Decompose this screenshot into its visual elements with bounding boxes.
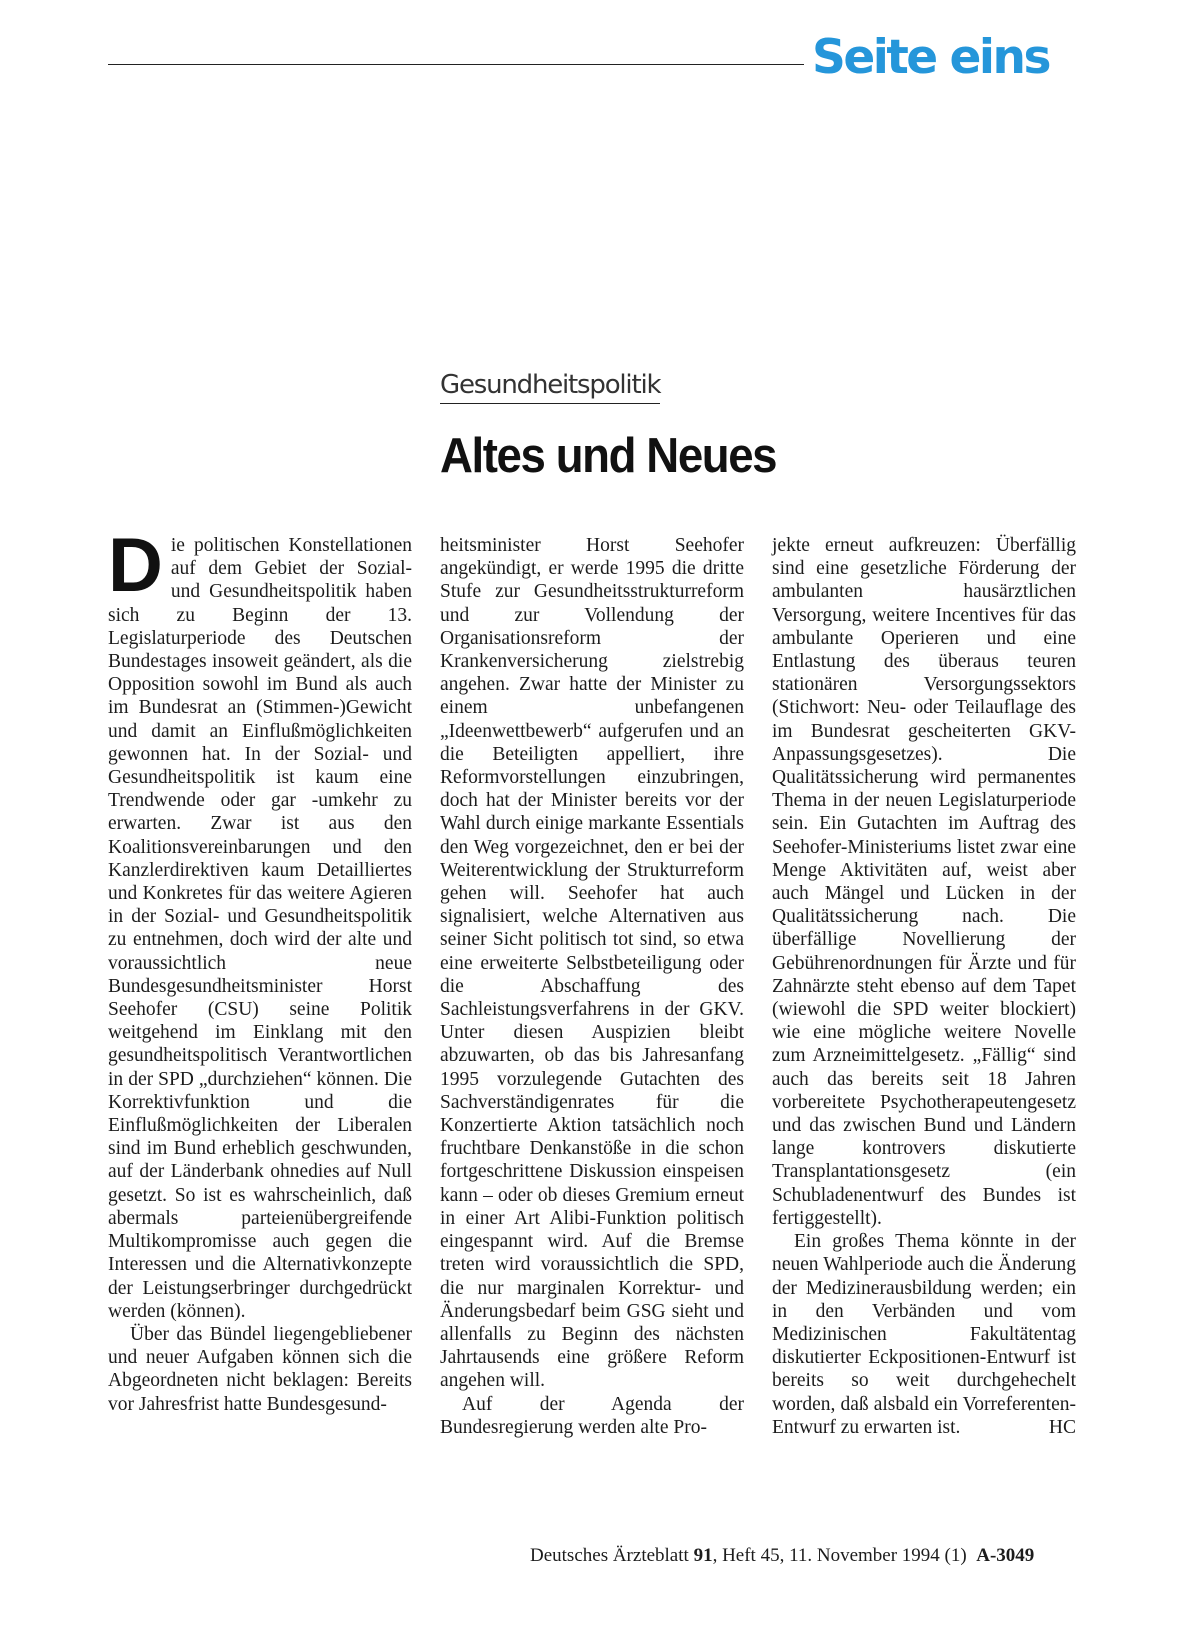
article-kicker: Gesundheitspolitik	[440, 370, 660, 404]
article-column-1	[108, 523, 412, 1416]
article-column-2	[440, 534, 744, 1439]
column-1-paragraph-1	[108, 523, 412, 1323]
column-3-paragraph-2	[772, 1230, 1076, 1439]
drop-cap: D	[108, 523, 163, 608]
section-label: Seite eins	[812, 30, 1049, 85]
article-headline: Altes und Neues	[440, 429, 777, 483]
column-1-paragraph-2: Über das Bündel liegengebliebener und neuer Aufgaben können sich die Abgeordneten nicht beklagen: Bereits vor Jahresfrist hatte Bundesgesund-	[108, 1323, 412, 1415]
column-3-paragraph-1: jekte erneut aufkreuzen: Überfällig sind eine gesetzliche Förderung der ambulanten hausärztlichen Versorgung, weitere Incentives für das ambulante Operieren und eine Entlastung des überaus teuren stationären Versorgungssektors (Stichwort: Neu- oder Teilauflage des im Bundesrat gescheiterten GKV-Anpassungsgesetzes). Die Qualitätssicherung wird permanentes Thema in der neuen Legislaturperiode sein. Ein Gutachten im Auftrag des Seehofer-Ministeriums listet zwar eine Menge Aktivitäten auf, weist aber auch Mängel und Lücken in der Qualitätssicherung nach. Die überfällige Novellierung der Gebührenordnungen für Ärzte und für Zahnärzte steht ebenso auf dem Tapet (wiewohl die SPD weiter blockiert) wie eine mögliche weitere Novelle zum Arzneimittelgesetz. „Fällig“ sind auch das bereits seit 18 Jahren vorbereitete Psychotherapeutengesetz und das zwischen Bund und Ländern lange kontrovers diskutierte Transplantationsgesetz (ein Schubladenentwurf des Bundes ist fertiggestellt).	[772, 535, 1076, 1229]
column-2-paragraph-1: heitsminister Horst Seehofer angekündigt, er werde 1995 die dritte Stufe zur Gesundheitsstrukturreform und zur Vollendung der Organisationsreform der Krankenversicherung zielstrebig angehen. Zwar hatte der Minister zu einem unbefangenen „Ideenwettbewerb“ aufgerufen und an die Beteiligten appelliert, ihre Reformvorstellungen einzubringen, doch hat der Minister bereits vor der Wahl durch einige markante Essentials den Weg vorgezeichnet, den er bei der Weiterentwicklung der Strukturreform gehen will. Seehofer hat auch signalisiert, welche Alternativen aus seiner Sicht politisch tot sind, so etwa eine erweiterte Selbstbeteiligung oder die Abschaffung des Sachleistungsverfahrens in der GKV. Unter diesen Auspizien bleibt abzuwarten, ob das bis Jahresanfang 1995 vorzulegende Gutachten des Sachverständigenrates für die Konzertierte Aktion tatsächlich noch fruchtbare Denkanstöße in die schon fortgeschrittene Diskussion einspeisen kann – oder ob dieses Gremium erneut in einer Art Alibi-Funktion politisch eingespannt wird. Auf die Bremse treten wird voraussichtlich die SPD, die nur marginalen Korrektur- und Änderungsbedarf beim GSG sieht und allenfalls zu Beginn des nächsten Jahrtausends eine größere Reform angehen will.	[440, 535, 744, 1392]
column-1-paragraph-1-text: ie politischen Konstellationen auf dem Gebiet der Sozial- und Gesundheitspolitik haben sich zu Beginn der 13. Legislaturperiode des Deutschen Bundestages insoweit geändert, als die Opposition sowohl im Bund als auch im Bundesrat an (Stimmen-)Gewicht und damit an Einflußmöglichkeiten gewonnen hat. In der Sozial- und Gesundheitspolitik ist kaum eine Trendwende oder gar -umkehr zu erwarten. Zwar ist aus den Koalitionsvereinbarungen und den Kanzlerdirektiven kaum Detailliertes und Konkretes für das weitere Agieren in der Sozial- und Gesundheitspolitik zu entnehmen, doch wird der alte und voraussichtlich neue Bundesgesundheitsminister Horst Seehofer (CSU) seine Politik weitgehend im Einklang mit den gesundheitspolitisch Verantwortlichen in der SPD „durchziehen“ können. Die Korrektivfunktion und die Einflußmöglichkeiten der Liberalen sind im Bund erheblich geschwunden, auf der Länderbank ohnedies auf Null gesetzt. So ist es wahrscheinlich, daß abermals parteienübergreifende Multikompromisse auch gegen die Interessen und die Alternativkonzepte der Leistungserbringer durchgedrückt werden (können).	[108, 535, 412, 1322]
journal-name: Deutsches Ärzteblatt	[530, 1545, 689, 1566]
page-footer	[530, 1545, 1034, 1567]
column-3-paragraph-2-text: Ein großes Thema könnte in der neuen Wahlperiode auch die Änderung der Medizinerausbildung werden; ein in den Verbänden und vom Medizinischen Fakultätentag diskutierter Eckpositionen-Entwurf ist bereits so weit durchgehechelt worden, daß alsbald ein Vorreferenten-Entwurf zu erwarten ist.	[772, 1231, 1076, 1438]
volume-number: 91	[693, 1545, 713, 1566]
author-signoff: HC	[1048, 1416, 1076, 1438]
page-number: A-3049	[976, 1545, 1035, 1566]
article-column-3	[772, 534, 1076, 1439]
column-2-paragraph-2: Auf der Agenda der Bundesregierung werden alte Pro-	[440, 1393, 744, 1438]
issue-info: , Heft 45, 11. November 1994 (1)	[712, 1545, 967, 1566]
header-rule	[108, 64, 804, 65]
